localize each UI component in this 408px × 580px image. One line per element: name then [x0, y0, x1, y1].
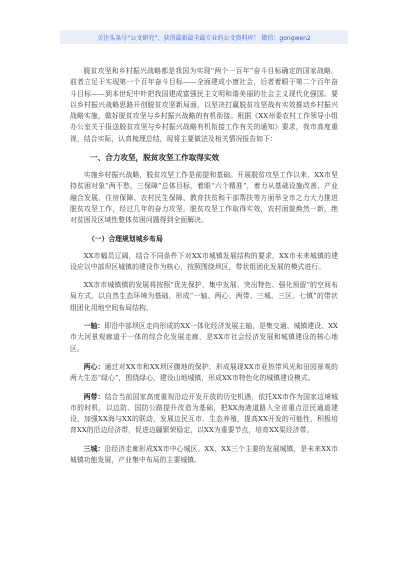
paragraph-text: 沿经济走廊形成XX市中心城区、XX、XX三个主要的发展城镇，是未来XX市城镇功能发展，产业集中布局的主要城镇。	[70, 444, 338, 465]
paragraph-text: 即沿中部坝区走向形成的XX一体化经济发展主轴，是集交通、城镇建设、XX市大河景观廊道于一体的综合化发展走廊，是XX市社会经济发展和城镇建设的核心地区。	[70, 322, 338, 353]
cities-paragraph	[70, 444, 338, 467]
centers-paragraph	[70, 362, 338, 385]
section-paragraph: 实施乡村振兴战略，脱贫攻坚工作是前提和基础。开展脱贫攻坚工作以来，XX市坚持贫困对象“两不愁，三保障”总体目标，着眼“六个精准”，着力从基础设施改善、产业融合发展、住房保障、农村民生保障、教育扶贫和干部帮扶等方面举全市之力大力推进脱贫攻坚工作，经过几年的奋力攻坚，脱贫攻坚工作取得实效，农村面貌焕然一新，绝对贫困及区域性整体贫困问题得到全面解决。	[70, 171, 338, 225]
subsection-paragraph: XX市幅员辽阔，结合不同条件下对XX市城镇发展结构的要求，XX市未来城镇的建设应以中部坝区城镇的建设作为核心，按照围绕坝区，带状组团化发展的模式进行。	[70, 251, 338, 271]
section-heading: 一、合力攻坚，脱贫攻坚工作取得实效	[90, 153, 220, 163]
promo-banner-text[interactable]: 关注头条号“公文研究”，获得最新最全最专业的公文资料库！ 微信：gongwen2	[97, 34, 311, 42]
subsection-paragraph: XX市市城镇镇的发展将按照“优先保护、集中发展、突出特色、强化预留”的空间布局方式，以自然生态环境为基础，形成“一轴、两心、两带、三城、三区、七镇”的带状组团化用地空间布局结构。	[70, 281, 338, 312]
axis-paragraph	[70, 321, 338, 355]
subsection-heading: （一）合理规划城乡布局	[88, 234, 163, 243]
intro-paragraph: 脱贫攻坚和乡村振兴战略都是我国为实现“两个一百年”奋斗目标确定的国家战略。前者立足于实现第一个百年奋斗目标——全面建成小康社会，后者着眼于第二个百年奋斗目标——到本世纪中叶把我国建成富强民主文明和谐美丽的社会主义现代化强国。要以乡村振兴战略思路开创脱贫攻坚新局面，以坚决打赢脱贫攻坚战有实效推动乡村振兴战略实施，做好脱贫攻坚与乡村振兴战略的有机衔接。根据《XX州委农村工作领导小组办公室关于报送脱贫攻坚与乡村振兴战略有机衔接工作有关的通知》要求，我市高度重视，结合实际，认真梳理总结，现将主要做法及相关情况报告如下：	[70, 67, 338, 143]
belts-paragraph	[70, 392, 338, 437]
promo-banner[interactable]	[60, 30, 348, 44]
paragraph-lead: 两心：	[83, 362, 105, 371]
paragraph-text: 通过对XX市和XX坝区腹地的保护，形成展现XX市亚热带风光和田园景观的两大生态“绿心”，围绕绿心，建设山地城镇，形成XX市特色化的城镇建设模式。	[70, 362, 338, 383]
document-body	[70, 66, 338, 473]
paragraph-lead: 一轴：	[83, 322, 105, 331]
paragraph-lead: 三城：	[83, 444, 105, 453]
paragraph-lead: 两带：	[83, 392, 105, 401]
paragraph-text: 结合当前国家高度重视沿边开发开放的历史机遇，依托XX市作为国家边境城市的时机，以边防、国防公路提升改造为基础，把XX海港道路入全省重点沿民通道建设，加强XX海与XX的联动，发展边民互市、生态养殖，提高XX开发的可能性，积极培育XX的沿边经济带，促进边疆繁荣稳定，以XX为重要节点，培育XX渠经济带。	[70, 392, 338, 435]
